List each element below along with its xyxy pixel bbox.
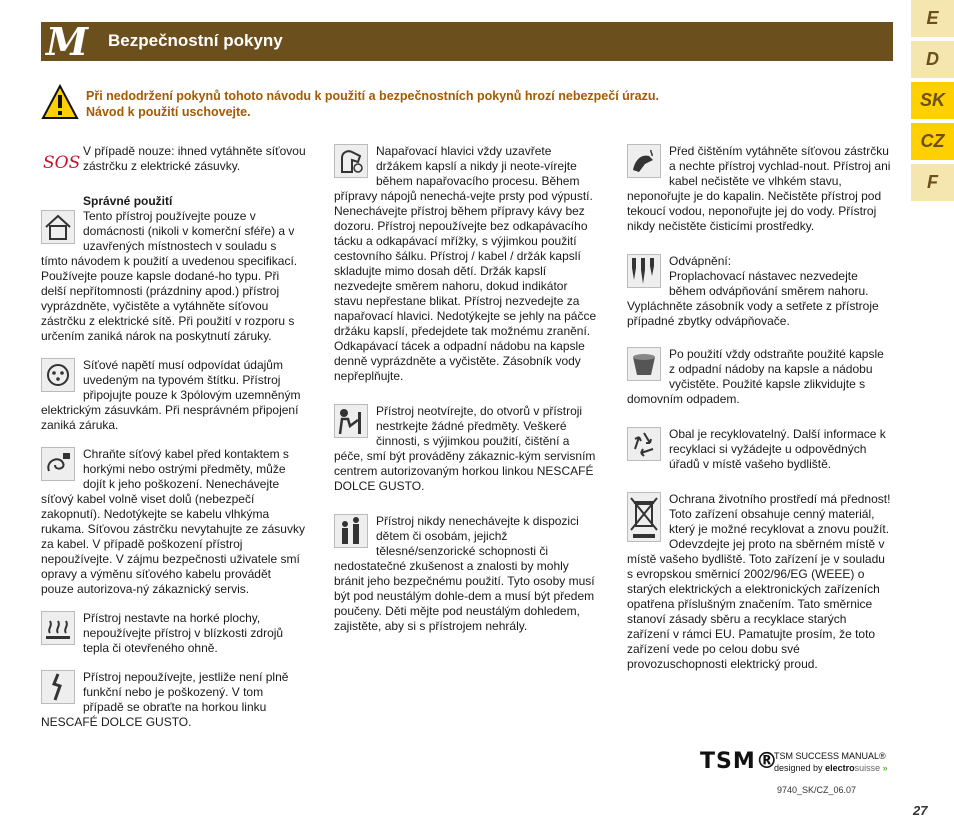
page-number: 27 — [913, 803, 928, 818]
cable-text: Chraňte síťový kabel před kontaktem s horkými nebo ostrými předměty, může dojít k jeho poškození. Nenechávejte síťový kabel volně viset dolů (nebezpečí zakopnutí). Nedotýkejte se kabelu vlhkýma rukama. Síťovou zástrčku nevytahujte ze zásuvky za kabel. V případě poškození přístroj nepoužívejte. V zájmu bezpečnosti uživatele smí opravy a výměnu síťového kabelu provádět pouze autorizova-ný zákaznický servis. — [41, 447, 305, 596]
cable-block — [41, 447, 306, 597]
tsm-brand-suisse: suisse — [854, 763, 881, 773]
tab-lang-d[interactable]: D — [911, 41, 954, 78]
warning-text — [86, 88, 846, 120]
heat-text: Přístroj nestavte na horké plochy, nepoužívejte přístroj v blízkosti zdrojů tepla či otevřeného ohně. — [83, 611, 284, 655]
descaling-label: Odvápnění: — [669, 254, 732, 268]
document-id: 9740_SK/CZ_06.07 — [777, 785, 857, 795]
sos-icon-text: SOS — [43, 153, 81, 173]
cleaning-text: Před čištěním vytáhněte síťovou zástrčku a nechte přístroj vychlad-nout. Přístroj ani kabel nečistěte ve vlhkém stavu, neponořujte je do kapalin. Nečistěte přístroj pod tekoucí vodou, neponořujte jej do vody. Přístroj nikdy nečistěte čisticími prostředky. — [627, 144, 891, 233]
children-block — [334, 514, 599, 634]
page-title: Bezpečnostní pokyny — [108, 31, 283, 50]
correct-use-block — [41, 194, 306, 344]
recycle-block — [627, 427, 892, 472]
hand-burn-icon — [334, 144, 368, 178]
recycle-text: Obal je recyklovatelný. Další informace k recyklaci si vyžádejte u odpovědných úřadů v místě vašeho bydliště. — [669, 427, 886, 471]
column-2 — [334, 144, 599, 648]
socket-icon — [41, 358, 75, 392]
cable-icon — [41, 447, 75, 481]
descaling-text: Proplachovací nástavec nezvedejte během odvápňování směrem nahoru. Vypláchněte zásobník vody a setřete z přístroje případné zbytky odvápňovače. — [627, 269, 879, 328]
capsule-disposal-text: Po použití vždy odstraňte použité kapsle z odpadní nádoby na kapsle a nádobu vyčistěte. Použité kapsle zlikvidujte s domovním odpadem. — [627, 347, 884, 406]
no-water-icon — [627, 144, 661, 178]
recycle-icon — [627, 427, 661, 461]
tab-lang-sk[interactable]: SK — [911, 82, 954, 119]
sos-icon — [41, 144, 81, 178]
voltage-block — [41, 358, 306, 433]
descaling-block — [627, 254, 892, 329]
weee-bin-icon — [627, 492, 661, 542]
tab-lang-cz[interactable]: CZ — [911, 123, 954, 160]
warning-line-1: Při nedodržení pokynů tohoto návodu k použití a bezpečnostních pokynů hrozí nebezpečí úrazu. — [86, 89, 659, 103]
warning-line-2: Návod k použití uschovejte. — [86, 105, 251, 119]
do-not-open-block — [334, 404, 599, 494]
tab-lang-e[interactable]: E — [911, 0, 954, 37]
warning-triangle-icon — [41, 84, 79, 120]
column-3 — [627, 144, 892, 686]
tsm-designed-by-label — [774, 763, 888, 773]
broken-icon — [41, 670, 75, 704]
sos-text: V případě nouze: ihned vytáhněte síťovou zástrčku z elektrické zásuvky. — [83, 144, 306, 173]
damage-block — [41, 670, 306, 730]
language-tabs — [911, 0, 954, 205]
capsule-disposal-block — [627, 347, 892, 407]
correct-use-text: Tento přístroj používejte pouze v domácnosti (nikoli v komerční sféře) a v uzavřených místnostech v souladu s tímto návodem k použití a uvedenou specifikací. Používejte pouze kapsle dodané-ho typu. Při delší nepřítomnosti (prázdniny apod.) přístroj vyprázdněte, vyčistěte a vytáhněte síťovou zástrčku z elektrické sítě. Při použití v rozporu s určením zaniká nárok na poskytnutí záruky. — [41, 209, 298, 343]
environment-text: Ochrana životního prostředí má přednost! Toto zařízení obsahuje cenný materiál, který je možné recyklovat a znovu použít. Odevzdejte jej proto na sběrném místě v místě vašeho bydliště. Toto zařízení je v souladu s evropskou směrnicí 2002/96/EG (WEEE) o starých elektrických a elektronických zařízeních opatřena příslušným značením. Tato směrnice stanoví zásady sběru a recyklace starých zařízení v rámci EU. Pamatujte prosím, že toto zařízení vede po celou dobu své provozuschopnosti elektrický proud. — [627, 492, 891, 671]
chevron-right-icon: » — [882, 763, 888, 773]
descaling-icon — [627, 254, 661, 288]
screwdriver-icon — [334, 404, 368, 438]
tsm-mark: TSM® — [700, 749, 779, 774]
cleaning-block — [627, 144, 892, 234]
tab-lang-f[interactable]: F — [911, 164, 954, 201]
tsm-logo — [700, 749, 900, 777]
damage-text: Přístroj nepoužívejte, jestliže není plně funkční nebo je poškozený. V tom případě se obraťte na horkou linku NESCAFÉ DOLCE GUSTO. — [41, 670, 289, 729]
tsm-brand-electro: electro — [825, 763, 855, 773]
brew-head-block — [334, 144, 599, 384]
sos-block — [41, 144, 306, 180]
children-icon — [334, 514, 368, 548]
tsm-success-manual-label: TSM SUCCESS MANUAL® — [774, 751, 886, 761]
children-text: Přístroj nikdy nenechávejte k dispozici dětem či osobám, jejichž tělesné/senzorické schopnosti či nedostatečné zkušenost a znalosti by mohly bránit jeho bezpečnému použití. Tyto osoby musí být pod neustálým dohle-dem a musí být předem poučeny. Děti mějte pod neustálým dohledem, zajistěte, aby si s přístrojem nehrály. — [334, 514, 595, 633]
do-not-open-text: Přístroj neotvírejte, do otvorů v přístroji nestrkejte žádné předměty. Veškeré činnosti, s výjimkou použití, čištění a péče, smí být prováděny zákaznic-kým servisním centrem autorizovaným horkou linkou NESCAFÉ DOLCE GUSTO. — [334, 404, 596, 493]
heat-icon — [41, 611, 75, 645]
heat-block — [41, 611, 306, 656]
capsule-icon — [627, 347, 661, 381]
column-1 — [41, 144, 306, 744]
house-icon — [41, 210, 75, 244]
section-m-logo: M — [46, 19, 89, 64]
section-header-bar — [41, 19, 893, 64]
correct-use-heading: Správné použití — [83, 194, 173, 208]
voltage-text: Síťové napětí musí odpovídat údajům uvedeným na typovém štítku. Přístroj připojujte pouze k 3pólovým uzemněným elektrickým zásuvkám. Při nesprávném připojení zaniká záruka. — [41, 358, 301, 432]
tsm-designed-by: designed by — [774, 763, 823, 773]
environment-block — [627, 492, 892, 672]
brew-head-text: Napařovací hlavici vždy uzavřete držákem kapslí a nikdy ji neote-vírejte během napařovacího procesu. Během přípravy nápojů nenechá-vejte prsty pod výpustí. Nenechávejte přístroj během přípravy kávy bez dozoru. Přístroj nepoužívejte bez odkapávacího tácku a odkapávací mřížky, s výjimkou použití cestovního šálku. Přístroj / kabel / držák kapslí skladujte mimo dosah dětí. Držák kapslí nezvedejte směrem nahoru, dokud indikátor stavu nepřestane blikat. Přístroj nezvedejte za napařovací hlavici. Nedotýkejte se jehly na páčce držáku kapslí, předejdete tak možnému zranění. Odkapávací tácek a odpadní nádobu na kapsle denně vyprázdněte a vyčistěte. Zásobník vody nepřeplňujte. — [334, 144, 597, 383]
